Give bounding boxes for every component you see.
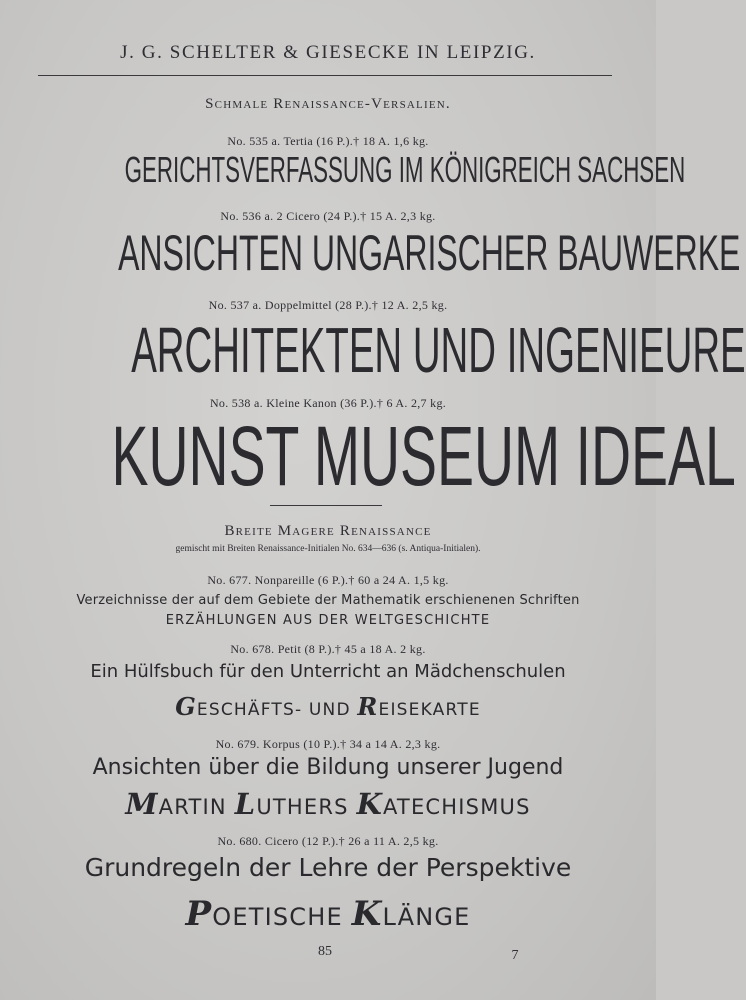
section-divider: [270, 505, 382, 506]
section-subtitle-breite: gemischt mit Breiten Renaissance-Initialen No. 634—636 (s. Antiqua-Initialen).: [175, 544, 481, 554]
specimen-sample-679-lower: Ansichten über die Bildung unserer Jugend: [92, 755, 564, 780]
specimen-sample-537a: ARCHITEKTEN UND INGENIEURE: [131, 314, 746, 386]
caps-text: OETISCHE: [212, 903, 352, 931]
decorative-initial-m: M: [125, 787, 159, 821]
decorative-initial-k: K: [356, 787, 383, 821]
page-number: 85: [318, 944, 332, 959]
specimen-sample-680-lower: Grundregeln der Lehre der Perspektive: [84, 853, 572, 882]
caps-text: UTHERS: [256, 795, 357, 819]
specimen-sample-538a: KUNST MUSEUM IDEAL: [111, 409, 736, 503]
caps-text: ESCHÄFTS- UND: [196, 700, 358, 720]
header-rule: [38, 75, 612, 76]
caps-text: ARTIN: [158, 795, 235, 819]
specimen-sample-678-lower: Ein Hülfsbuch für den Unterricht an Mädchenschulen: [90, 661, 566, 682]
specimen-sample-677-lower: Verzeichnisse der auf dem Gebiete der Mathematik erschienenen Schriften: [76, 593, 580, 608]
caps-text: LÄNGE: [382, 903, 471, 931]
section-title-breite: Breite Magere Renaissance: [224, 523, 432, 539]
specimen-sample-678-caps: [0, 692, 656, 721]
decorative-initial-r: R: [357, 692, 379, 721]
specimen-spec-680: No. 680. Cicero (12 P.).† 26 a 11 A. 2,5 kg.: [217, 834, 439, 848]
specimen-sample-680-caps: [0, 894, 656, 934]
specimen-spec-677: No. 677. Nonpareille (6 P.).† 60 a 24 A. 1,5 kg.: [207, 573, 449, 587]
decorative-initial-l: L: [234, 787, 257, 821]
decorative-initial-k: K: [351, 894, 383, 934]
specimen-spec-679: No. 679. Korpus (10 P.).† 34 a 14 A. 2,3 kg.: [215, 737, 441, 751]
specimen-sample-677-caps: ERZÄHLUNGEN AUS DER WELTGESCHICHTE: [165, 613, 491, 628]
specimen-spec-538a: No. 538 a. Kleine Kanon (36 P.).† 6 A. 2,7 kg.: [209, 396, 447, 410]
specimen-sample-535a: GERICHTSVERFASSUNG IM KÖNIGREICH SACHSEN: [124, 149, 686, 190]
specimen-spec-678: No. 678. Petit (8 P.).† 45 a 18 A. 2 kg.: [230, 642, 426, 656]
decorative-initial-g: G: [175, 692, 197, 721]
specimen-sample-679-caps: [0, 787, 656, 821]
decorative-initial-p: P: [185, 894, 213, 934]
page-header-title: J. G. SCHELTER & GIESECKE IN LEIPZIG.: [120, 42, 536, 63]
specimen-spec-537a: No. 537 a. Doppelmittel (28 P.).† 12 A. 2,5 kg.: [208, 298, 448, 312]
specimen-spec-536a: No. 536 a. 2 Cicero (24 P.).† 15 A. 2,3 kg.: [220, 209, 436, 223]
signature-mark: 7: [511, 948, 519, 963]
section-title-schmale: Schmale Renaissance-Versalien.: [205, 96, 451, 112]
specimen-sample-536a: ANSICHTEN UNGARISCHER BAUWERKE: [118, 225, 741, 281]
specimen-spec-535a: No. 535 a. Tertia (16 P.).† 18 A. 1,6 kg.: [227, 134, 429, 148]
caps-text: EISEKARTE: [378, 700, 481, 720]
caps-text: ATECHISMUS: [382, 795, 531, 819]
